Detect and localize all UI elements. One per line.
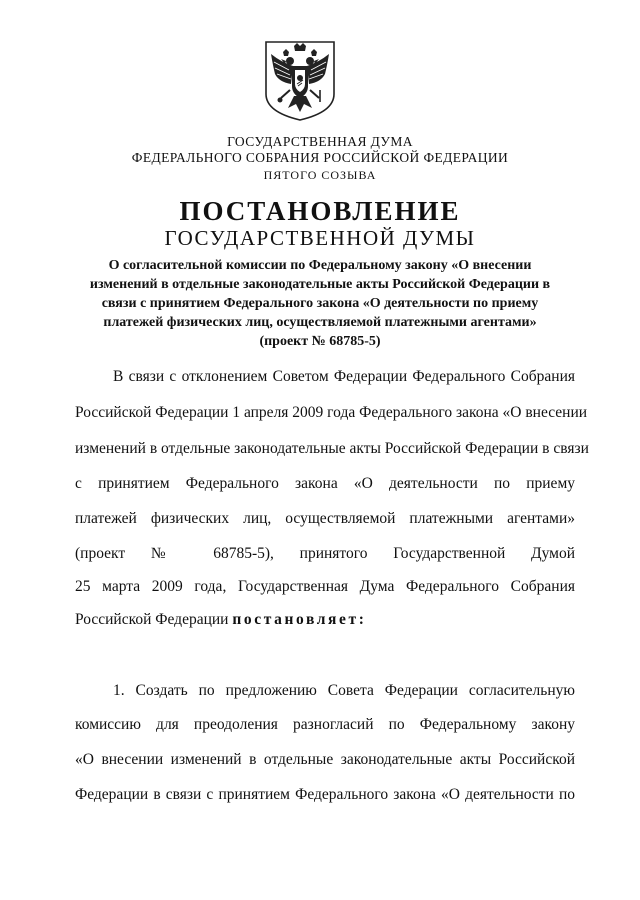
paragraph-line-text: Российской Федерации [75,611,233,628]
paragraph-line: платежей физических лиц, осуществляемой платежными агентами» [75,510,575,527]
russian-coat-of-arms-icon [263,40,337,122]
institution-line-2: ФЕДЕРАЛЬНОГО СОБРАНИЯ РОССИЙСКОЙ ФЕДЕРАЦИИ [131,150,509,165]
issuer-title: ГОСУДАРСТВЕННОЙ ДУМЫ [164,226,476,250]
paragraph-line [75,611,575,629]
convocation: ПЯТОГО СОЗЫВА [263,168,377,182]
paragraph-line: (проект № 68785-5), принятого Государственной Думой [75,545,575,562]
paragraph-line: В связи с отклонением Советом Федерации Федерального Собрания [113,368,575,385]
document-type-title: ПОСТАНОВЛЕНИЕ [179,196,461,226]
paragraph-line: Федерации в связи с принятием Федерального закона «О деятельности по [75,786,575,803]
paragraph-line: с принятием Федерального закона «О деятельности по приему [75,475,575,492]
paragraph-line: Российской Федерации 1 апреля 2009 года Федерального закона «О внесении [75,404,588,421]
paragraph-line: «О внесении изменений в отдельные законодательные акты Российской [75,751,575,768]
resolution-keyword: постановляет: [232,611,367,628]
paragraph-line: 25 марта 2009 года, Государственная Дума Федерального Собрания [75,578,575,595]
subject-line: связи с принятием Федерального закона «О деятельности по приему [101,296,539,311]
subject-line: изменений в отдельные законодательные акты Российской Федерации в [89,277,551,292]
document-subject [75,256,565,351]
coat-of-arms [263,40,337,122]
paragraph-line: комиссию для преодоления разногласий по Федеральному закону [75,716,575,733]
paragraph-line: изменений в отдельные законодательные акты Российской Федерации в связи [75,440,589,457]
institution-line-1: ГОСУДАРСТВЕННАЯ ДУМА [227,134,413,149]
paragraph-line: 1. Создать по предложению Совета Федерации согласительную [113,682,575,699]
subject-line: (проект № 68785-5) [259,334,381,349]
subject-line: платежей физических лиц, осуществляемой платежными агентами» [103,315,537,330]
subject-line: О согласительной комиссии по Федеральному закону «О внесении [108,258,532,273]
